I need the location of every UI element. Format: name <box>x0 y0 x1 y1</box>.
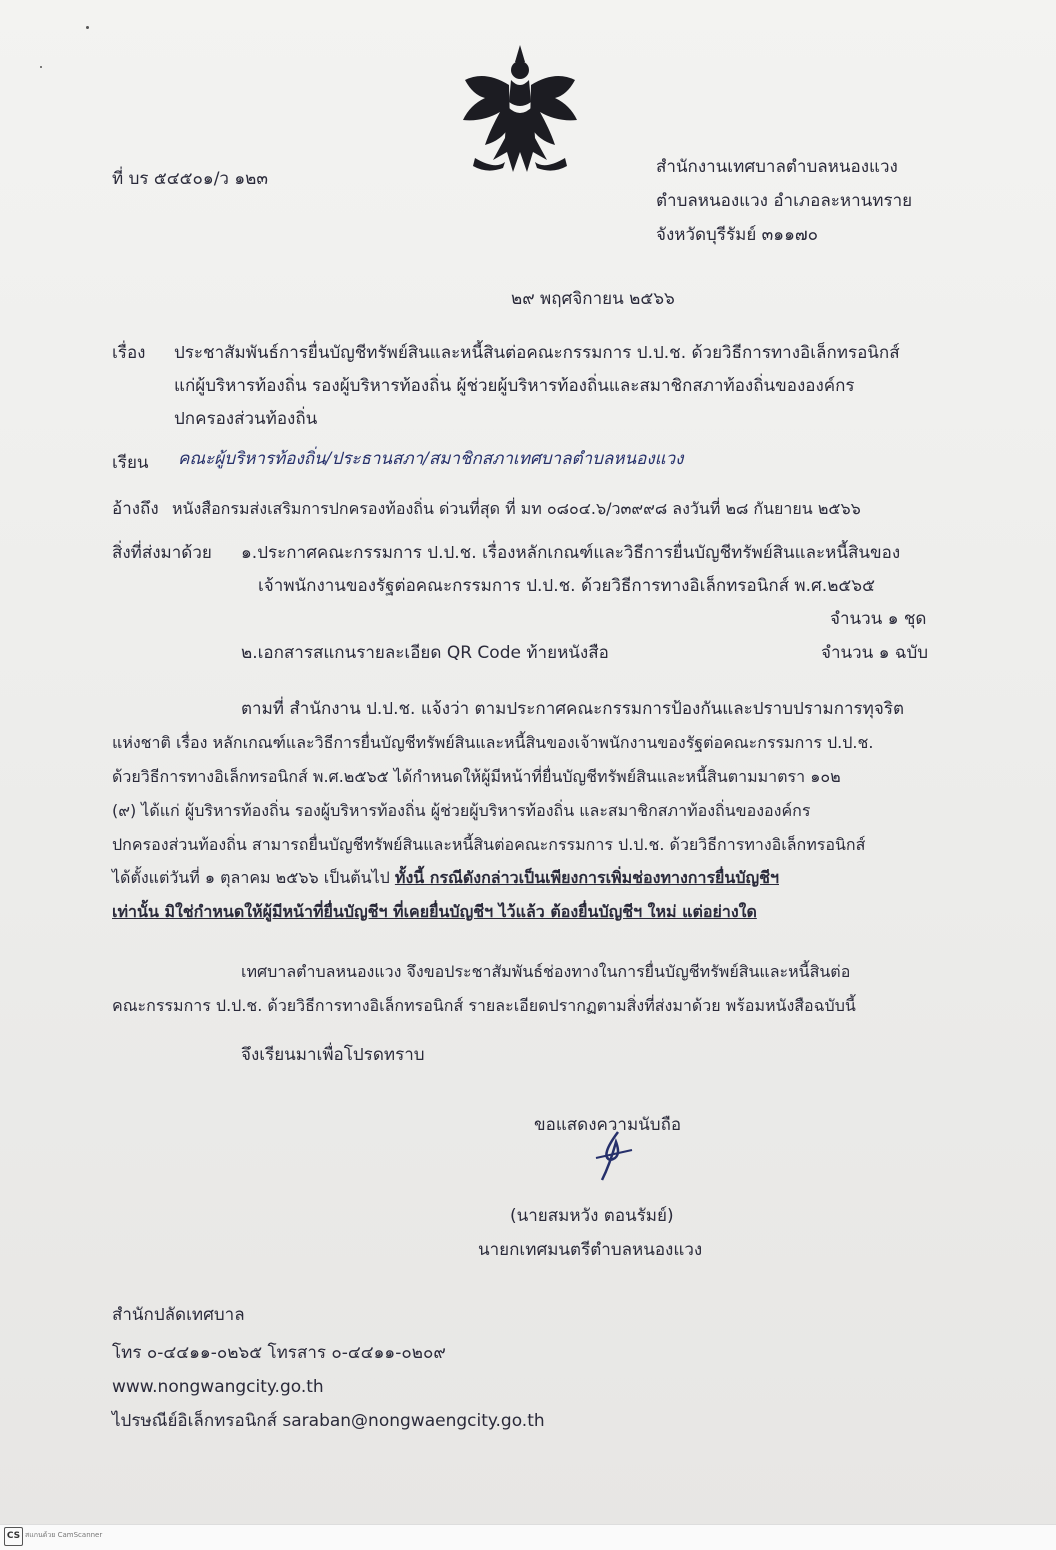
scanner-footer-bar <box>0 1524 1056 1550</box>
sender-line-1: สำนักงานเทศบาลตำบลหนองแวง <box>656 157 898 177</box>
body-paragraph-line: ด้วยวิธีการทางอิเล็กทรอนิกส์ พ.ศ.๒๕๖๕ ได้กำหนดให้ผู้มีหน้าที่ยื่นบัญชีทรัพย์สินและหนี้สินตามมาตรา ๑๐๒ <box>112 767 841 786</box>
body-paragraph-line: แห่งชาติ เรื่อง หลักเกณฑ์และวิธีการยื่นบัญชีทรัพย์สินและหนี้สินของเจ้าพนักงานของรัฐต่อคณะกรรมการ ป.ป.ช. <box>112 733 874 752</box>
reference-text: หนังสือกรมส่งเสริมการปกครองท้องถิ่น ด่วนที่สุด ที่ มท ๐๘๐๔.๖/ว๓๙๙๘ ลงวันที่ ๒๘ กันยายน ๒๕๖๖ <box>172 499 861 518</box>
to-handwritten: คณะผู้บริหารท้องถิ่น/ประธานสภา/สมาชิกสภาเทศบาลตำบลหนองแวง <box>178 449 684 469</box>
body-emphasis-line: เท่านั้น มิใช่กำหนดให้ผู้มีหน้าที่ยื่นบัญชีฯ ที่เคยยื่นบัญชีฯ ไว้แล้ว ต้องยื่นบัญชีฯ ใหม่ แต่อย่างใด <box>112 902 757 921</box>
footer-phone: โทร ๐-๔๔๑๑-๐๒๖๕ โทรสาร ๐-๔๔๑๑-๐๒๐๙ <box>112 1343 446 1363</box>
enclosure-qty: จำนวน ๑ ชุด <box>830 609 927 629</box>
body-paragraph-line: ปกครองส่วนท้องถิ่น สามารถยื่นบัญชีทรัพย์สินและหนี้สินต่อคณะกรรมการ ป.ป.ช. ด้วยวิธีการทางอิเล็กทรอนิกส์ <box>112 835 866 854</box>
to-label: เรียน <box>112 453 149 473</box>
enclosure-line: เจ้าพนักงานของรัฐต่อคณะกรรมการ ป.ป.ช. ด้วยวิธีการทางอิเล็กทรอนิกส์ พ.ศ.๒๕๖๕ <box>258 576 875 596</box>
body-paragraph-line: คณะกรรมการ ป.ป.ช. ด้วยวิธีการทางอิเล็กทรอนิกส์ รายละเอียดปรากฏตามสิ่งที่ส่งมาด้วย พร้อมหนังสือฉบับนี้ <box>112 996 856 1015</box>
scan-speck <box>40 66 42 68</box>
sender-line-3: จังหวัดบุรีรัมย์ ๓๑๑๗๐ <box>656 225 819 245</box>
footer-email: ไปรษณีย์อิเล็กทรอนิกส์ saraban@nongwaengcity.go.th <box>112 1411 545 1431</box>
body-paragraph-line <box>112 866 779 890</box>
subject-label: เรื่อง <box>112 343 146 363</box>
reference-number: ที่ บร ๕๔๕๐๑/ว ๑๒๓ <box>112 169 268 189</box>
reference-label: อ้างถึง <box>112 499 159 519</box>
signature-icon <box>588 1128 638 1188</box>
body-paragraph-line: (๙) ได้แก่ ผู้บริหารท้องถิ่น รองผู้บริหารท้องถิ่น ผู้ช่วยผู้บริหารท้องถิ่น และสมาชิกสภาท้องถิ่นขององค์กร <box>112 801 811 820</box>
body-paragraph-line: ตามที่ สำนักงาน ป.ป.ช. แจ้งว่า ตามประกาศคณะกรรมการป้องกันและปราบปรามการทุจริต <box>241 699 904 719</box>
enclosure-line: ๑.ประกาศคณะกรรมการ ป.ป.ช. เรื่องหลักเกณฑ์และวิธีการยื่นบัญชีทรัพย์สินและหนี้สินของ <box>241 543 901 563</box>
scanner-label: สแกนด้วย CamScanner <box>25 1531 103 1539</box>
enclosure-line: ๒.เอกสารสแกนรายละเอียด QR Code ท้ายหนังสือ <box>241 643 609 663</box>
subject-line: แก่ผู้บริหารท้องถิ่น รองผู้บริหารท้องถิ่น ผู้ช่วยผู้บริหารท้องถิ่นและสมาชิกสภาท้องถิ่นขององค์กร <box>174 376 855 396</box>
garuda-emblem-icon <box>455 40 585 180</box>
regards-line: ขอแสดงความนับถือ <box>534 1115 682 1135</box>
enclosure-label: สิ่งที่ส่งมาด้วย <box>112 543 212 563</box>
subject-line: ประชาสัมพันธ์การยื่นบัญชีทรัพย์สินและหนี้สินต่อคณะกรรมการ ป.ป.ช. ด้วยวิธีการทางอิเล็กทรอนิกส์ <box>174 343 900 363</box>
signer-title: นายกเทศมนตรีตำบลหนองแวง <box>478 1240 703 1260</box>
subject-line: ปกครองส่วนท้องถิ่น <box>174 409 318 429</box>
scan-speck <box>86 26 89 29</box>
footer-website: www.nongwangcity.go.th <box>112 1377 324 1397</box>
footer-office: สำนักปลัดเทศบาล <box>112 1305 245 1325</box>
body-paragraph-line: เทศบาลตำบลหนองแวง จึงขอประชาสัมพันธ์ช่องทางในการยื่นบัญชีทรัพย์สินและหนี้สินต่อ <box>241 962 851 981</box>
signer-name: (นายสมหวัง ตอนรัมย์) <box>510 1206 674 1226</box>
sender-line-2: ตำบลหนองแวง อำเภอละหานทราย <box>656 191 913 211</box>
closing-line: จึงเรียนมาเพื่อโปรดทราบ <box>241 1045 425 1065</box>
body-plain-text: ได้ตั้งแต่วันที่ ๑ ตุลาคม ๒๕๖๖ เป็นต้นไป <box>112 868 390 887</box>
body-emphasis-text: ทั้งนี้ กรณีดังกล่าวเป็นเพียงการเพิ่มช่องทางการยื่นบัญชีฯ <box>394 868 779 887</box>
enclosure-qty: จำนวน ๑ ฉบับ <box>821 643 929 663</box>
camscanner-icon: CS <box>4 1527 23 1546</box>
letter-date: ๒๙ พฤศจิกายน ๒๕๖๖ <box>511 289 675 309</box>
